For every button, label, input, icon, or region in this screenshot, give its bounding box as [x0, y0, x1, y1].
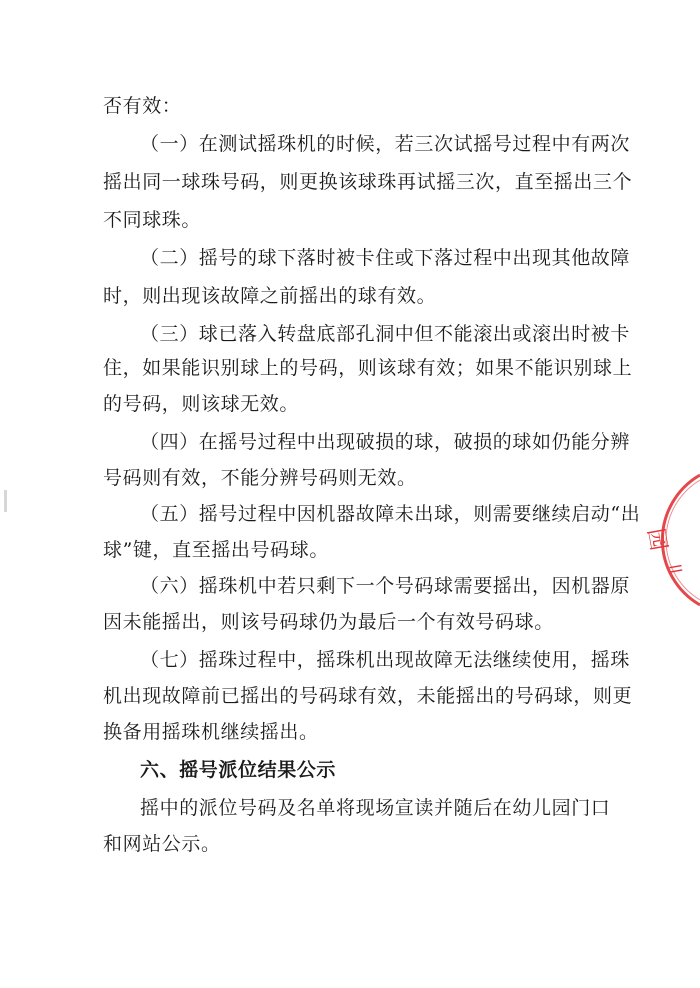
clause-four-line-2: 号码则有效，不能分辨号码则无效。 [103, 467, 417, 489]
clause-one-line-3: 不同球珠。 [103, 209, 202, 231]
seal-graphic [620, 470, 700, 610]
seal-stroke: ll [665, 562, 686, 575]
seal-character: 园 [642, 526, 671, 553]
publication-line-1: 摇中的派位号码及名单将现场宣读并随后在幼儿园门口 [140, 797, 611, 819]
clause-three-line-1: （三）球已落入转盘底部孔洞中但不能滚出或滚出时被卡 [140, 323, 631, 345]
clause-one-line-2: 摇出同一球珠号码，则更换该球珠再试摇三次，直至摇出三个 [103, 171, 633, 193]
clause-three-line-3: 的号码，则该球无效。 [103, 393, 300, 415]
clause-six-line-2: 因未能摇出，则该号码球仍为最后一个有效号码球。 [103, 611, 554, 633]
binding-mark [4, 490, 7, 512]
clause-seven-line-2: 机出现故障前已摇出的号码球有效，未能摇出的号码球，则更 [103, 685, 633, 707]
publication-line-2: 和网站公示。 [103, 833, 221, 855]
official-seal-stamp [620, 470, 700, 610]
clause-three-line-2: 住，如果能识别球上的号码，则该球有效；如果不能识别球上 [103, 357, 633, 379]
clause-one-line-1: （一）在测试摇珠机的时候，若三次试摇号过程中有两次 [140, 133, 631, 155]
clause-four-line-1: （四）在摇号过程中出现破损的球，破损的球如仍能分辨 [140, 431, 631, 453]
clause-two-line-2: 时，则出现该故障之前摇出的球有效。 [103, 285, 437, 307]
text-line: 否有效： [103, 95, 182, 117]
clause-seven-line-3: 换备用摇珠机继续摇出。 [103, 721, 319, 743]
clause-five-line-2: 球”键，直至摇出号码球。 [103, 539, 329, 561]
clause-seven-line-1: （七）摇珠过程中，摇珠机出现故障无法继续使用，摇珠 [140, 649, 631, 671]
clause-two-line-1: （二）摇号的球下落时被卡住或下落过程中出现其他故障 [140, 247, 631, 269]
clause-six-line-1: （六）摇珠机中若只剩下一个号码球需要摇出，因机器原 [140, 575, 631, 597]
clause-five-line-1: （五）摇号过程中因机器故障未出球，则需要继续启动“出 [140, 503, 641, 525]
section-heading: 六、摇号派位结果公示 [140, 759, 337, 781]
